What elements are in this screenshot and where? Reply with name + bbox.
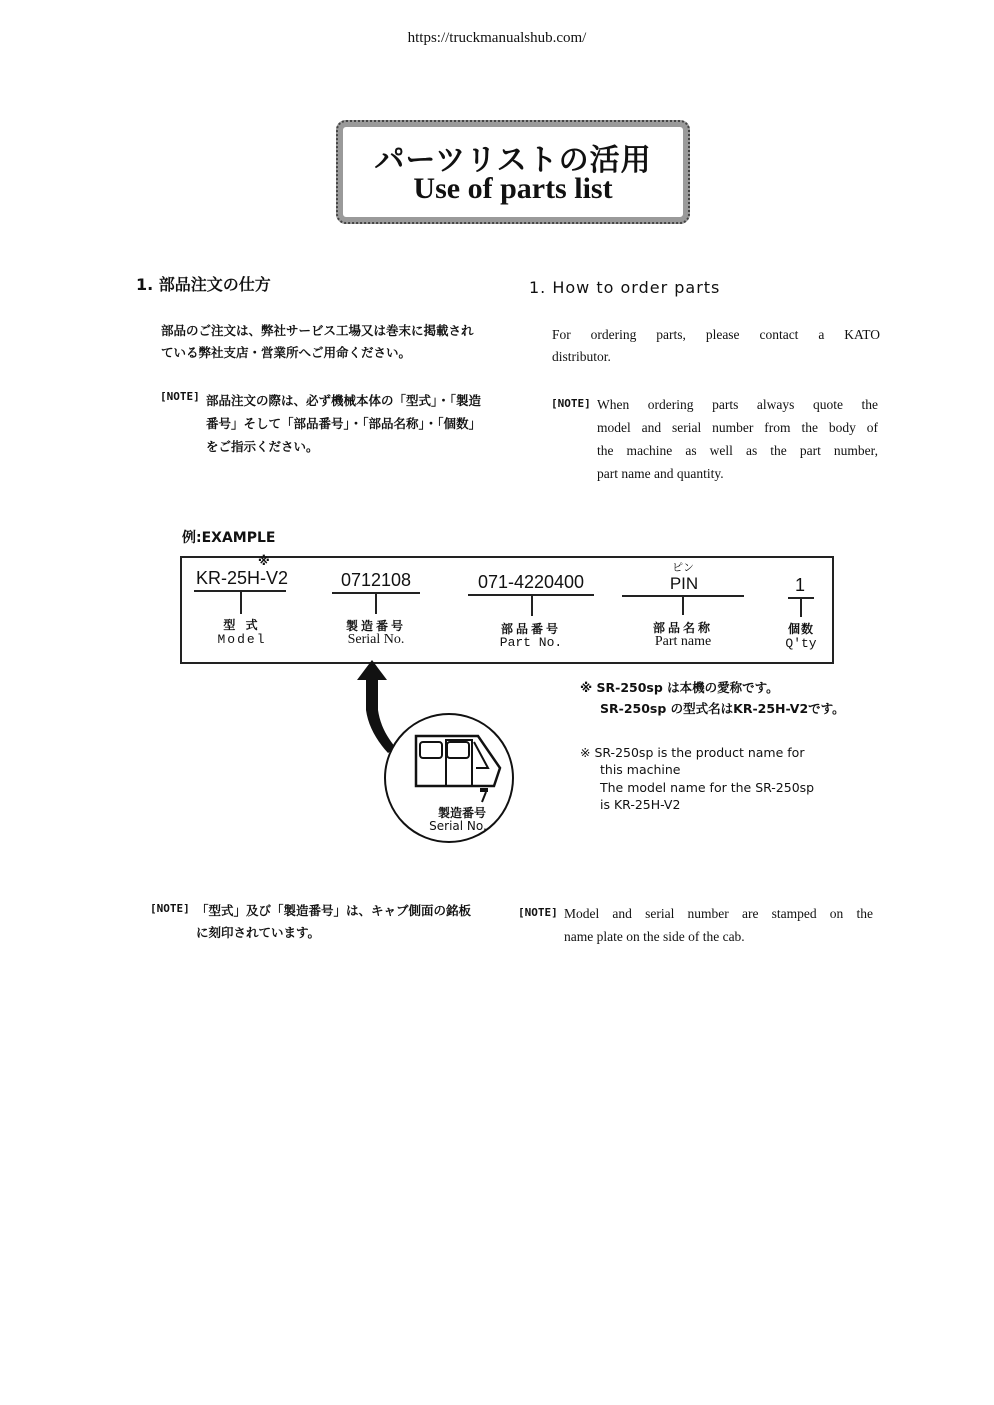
quantity-caption-en: Q'ty bbox=[785, 636, 817, 651]
bottom-note-tag-left: [NOTE] bbox=[150, 902, 190, 915]
note-jp-line3: をご指示ください。 bbox=[206, 439, 319, 454]
bottom-note-en-line1: Model and serial number are stamped on the bbox=[564, 906, 873, 921]
model-tick bbox=[240, 590, 242, 614]
circle-caption-en: Serial No. bbox=[429, 819, 487, 833]
section-heading-english: 1. How to order parts bbox=[529, 278, 721, 297]
order-text-jp-line1: 部品のご注文は、弊社サービス工場又は巻末に掲載され bbox=[161, 323, 474, 338]
part-name-value: PIN bbox=[669, 574, 699, 593]
side-note-en-line3: The model name for the SR-250sp bbox=[600, 780, 815, 795]
page-title-japanese: パーツリストの活用 bbox=[374, 143, 652, 178]
pin-ruby: ピン bbox=[672, 561, 694, 574]
model-caption-jp: 型 式 bbox=[223, 618, 261, 632]
reference-mark: ※ bbox=[258, 554, 270, 568]
part-number-value: 071-4220400 bbox=[477, 572, 585, 592]
arrow-up-icon bbox=[357, 660, 387, 680]
part-name-caption-en: Part name bbox=[654, 634, 712, 649]
note-tag-left: [NOTE] bbox=[160, 390, 200, 403]
bottom-note-jp-line1: 「型式」及び「製造番号」は、キャブ側面の銘板 bbox=[196, 903, 472, 918]
part-name-tick bbox=[682, 595, 684, 615]
part-name-caption-jp: 部品名称 bbox=[652, 621, 713, 635]
note-tag-right: [NOTE] bbox=[551, 397, 591, 410]
note-jp-line1: 部品注文の際は、必ず機械本体の「型式」・「製造 bbox=[206, 393, 482, 408]
note-en-line2: model and serial number from the body of bbox=[597, 420, 878, 435]
note-en-line3: the machine as well as the part number, bbox=[597, 443, 878, 458]
bottom-note-en-line2: name plate on the side of the cab. bbox=[564, 929, 745, 944]
note-jp-line2: 番号」そして「部品番号」・「部品名称」・「個数」 bbox=[206, 416, 482, 431]
order-text-en-line1: For ordering parts, please contact a KATO bbox=[552, 327, 880, 342]
quantity-value: 1 bbox=[794, 575, 805, 595]
bottom-note-tag-right: [NOTE] bbox=[518, 906, 558, 919]
bottom-note-jp-line2: に刻印されています。 bbox=[196, 925, 321, 940]
note-en-line1: When ordering parts always quote the bbox=[597, 397, 878, 412]
section-heading-japanese: 1. 部品注文の仕方 bbox=[136, 275, 271, 294]
page-title-english: Use of parts list bbox=[413, 172, 613, 205]
part-number-caption-jp: 部品番号 bbox=[500, 622, 561, 636]
side-note-jp-line1: ※ SR-250sp は本機の愛称です。 bbox=[580, 680, 779, 695]
serial-value: 0712108 bbox=[340, 570, 412, 590]
circle-caption-jp: 製造番号 bbox=[437, 806, 486, 820]
model-caption-en: Model bbox=[217, 632, 267, 647]
quantity-caption-jp: 個数 bbox=[787, 622, 814, 636]
example-label: 例:EXAMPLE bbox=[182, 530, 276, 546]
note-en-line4: part name and quantity. bbox=[597, 466, 724, 481]
serial-caption-jp: 製造番号 bbox=[345, 619, 406, 633]
side-note-en-line4: is KR-25H-V2 bbox=[600, 797, 681, 812]
model-value: KR-25H-V2 bbox=[195, 568, 289, 588]
order-text-jp-line2: ている弊社支店・営業所へご用命ください。 bbox=[161, 345, 412, 360]
side-note-jp-line2: SR-250sp の型式名はKR-25H-V2です。 bbox=[600, 701, 845, 716]
order-text-en-line2: distributor. bbox=[552, 349, 611, 364]
part-number-caption-en: Part No. bbox=[499, 635, 563, 650]
side-note-en-line1: ※ SR-250sp is the product name for bbox=[580, 745, 805, 760]
serial-caption-en: Serial No. bbox=[347, 632, 405, 647]
part-number-tick bbox=[531, 594, 533, 616]
source-url: https://truckmanualshub.com/ bbox=[407, 30, 587, 46]
serial-tick bbox=[375, 592, 377, 614]
side-note-en-line2: this machine bbox=[600, 762, 681, 777]
quantity-tick bbox=[800, 597, 802, 617]
